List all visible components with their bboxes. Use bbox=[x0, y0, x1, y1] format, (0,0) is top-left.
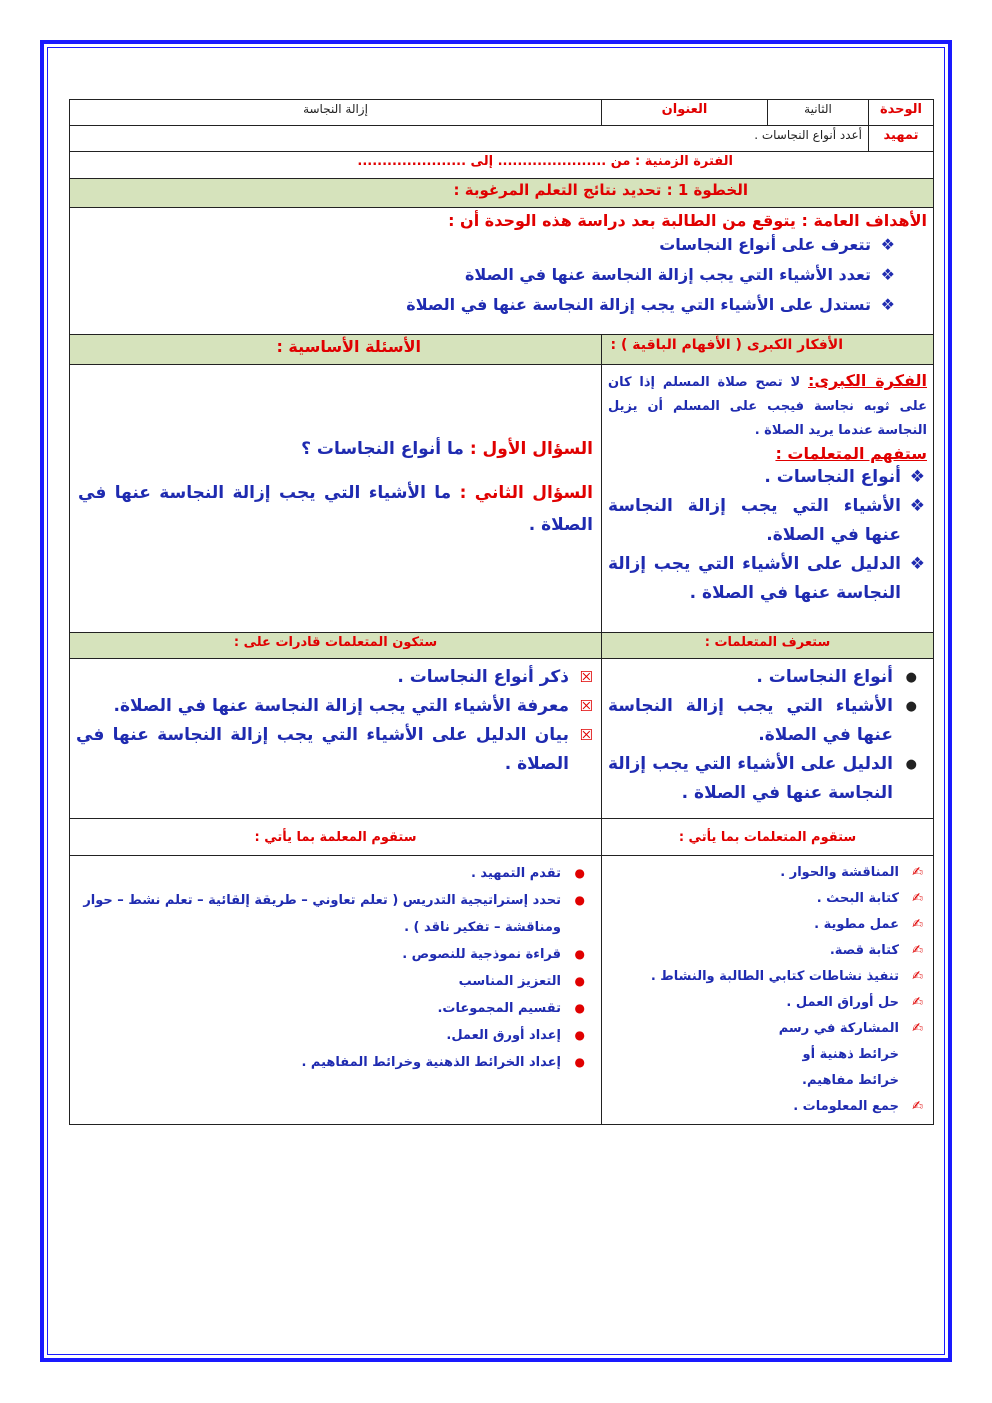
list-item: ❖ أنواع النجاسات . bbox=[608, 463, 927, 492]
activities-header-row bbox=[70, 819, 934, 856]
goals-list bbox=[76, 230, 927, 320]
questions-header: الأسئلة الأساسية : bbox=[70, 335, 602, 365]
lesson-plan-table bbox=[69, 99, 934, 1125]
pen-icon: ✍ bbox=[912, 969, 923, 984]
bullet-icon: ● bbox=[574, 1001, 585, 1015]
list-item: ● إعداد أورق العمل. bbox=[76, 1022, 587, 1049]
pen-icon: ✍ bbox=[912, 943, 923, 958]
teacher-list bbox=[76, 860, 595, 1076]
able-header: ستكون المتعلمات قادرات على : bbox=[70, 633, 602, 659]
period-text: الفترة الزمنية : من ...................... إلى ...................... bbox=[70, 152, 934, 179]
ideas-body-row bbox=[70, 365, 934, 633]
list-item: ☒ معرفة الأشياء التي يجب إزالة النجاسة عنها في الصلاة. bbox=[76, 692, 595, 721]
unit-label: الوحدة bbox=[869, 100, 934, 126]
header-row bbox=[70, 100, 934, 126]
question-1: السؤال الأول : ما أنواع النجاسات ؟ bbox=[301, 439, 593, 459]
checkbox-x-icon: ☒ bbox=[579, 726, 593, 744]
knowledge-header-row bbox=[70, 633, 934, 659]
teacher-cell bbox=[70, 856, 602, 1125]
list-item: ❖ تستدل على الأشياء التي يجب إزالة النجاسة عنها في الصلاة bbox=[76, 290, 897, 320]
questions-cell bbox=[70, 365, 602, 633]
intro-value: أعدد أنواع النجاسات . bbox=[70, 126, 869, 152]
list-item: ✍ المشاركة في رسم خرائط ذهنية أو خرائط مفاهيم. bbox=[608, 1016, 925, 1094]
big-ideas-cell bbox=[602, 365, 934, 633]
step1-title: الخطوة 1 : تحديد نتائج التعلم المرغوبة : bbox=[70, 179, 934, 208]
know-cell bbox=[602, 659, 934, 819]
understand-label: ستفهم المتعلمات : bbox=[775, 444, 927, 463]
intro-label: تمهيد bbox=[869, 126, 934, 152]
diamond-icon: ❖ bbox=[880, 265, 895, 284]
big-idea-text: لا تصح صلاة المسلم إذا كان على ثوبه نجاسة فيجب على المسلم أن يزيل النجاسة عندما يريد الصلاة . bbox=[608, 375, 927, 438]
pen-icon: ✍ bbox=[912, 995, 923, 1010]
understand-list bbox=[608, 463, 927, 608]
title-label: العنوان bbox=[602, 100, 768, 126]
goals-row bbox=[70, 208, 934, 335]
pen-icon: ✍ bbox=[912, 1099, 923, 1114]
checkbox-x-icon: ☒ bbox=[579, 668, 593, 686]
students-cell bbox=[602, 856, 934, 1125]
students-header: ستقوم المتعلمات بما يأتي : bbox=[602, 819, 934, 856]
question-2: السؤال الثاني : ما الأشياء التي يجب إزالة النجاسة عنها في الصلاة . bbox=[78, 483, 593, 535]
list-item: ❖ الدليل على الأشياء التي يجب إزالة النجاسة عنها في الصلاة . bbox=[608, 550, 927, 608]
bullet-icon: ● bbox=[905, 670, 917, 685]
ideas-header-row bbox=[70, 335, 934, 365]
list-item: ● الأشياء التي يجب إزالة النجاسة عنها في الصلاة. bbox=[608, 692, 919, 750]
checkbox-x-icon: ☒ bbox=[579, 697, 593, 715]
title-value: إزالة النجاسة bbox=[70, 100, 602, 126]
bullet-icon: ● bbox=[574, 866, 585, 880]
list-item: ❖ تعدد الأشياء التي يجب إزالة النجاسة عنها في الصلاة bbox=[76, 260, 897, 290]
bullet-icon: ● bbox=[574, 974, 585, 988]
bullet-icon: ● bbox=[574, 1055, 585, 1069]
list-item: ✍ حل أوراق العمل . bbox=[608, 990, 925, 1016]
bullet-icon: ● bbox=[574, 1028, 585, 1042]
list-item: ✍ كتابة البحث . bbox=[608, 886, 925, 912]
know-header: ستعرف المتعلمات : bbox=[602, 633, 934, 659]
diamond-icon: ❖ bbox=[909, 496, 925, 516]
intro-row bbox=[70, 126, 934, 152]
unit-value: الثانية bbox=[768, 100, 869, 126]
goals-heading: الأهداف العامة : يتوقع من الطالبة بعد دراسة هذه الوحدة أن : bbox=[448, 211, 927, 230]
list-item: ● الدليل على الأشياء التي يجب إزالة النجاسة عنها في الصلاة . bbox=[608, 750, 919, 808]
list-item: ❖ الأشياء التي يجب إزالة النجاسة عنها في الصلاة. bbox=[608, 492, 927, 550]
list-item: ● تقسيم المجموعات. bbox=[76, 995, 587, 1022]
able-cell bbox=[70, 659, 602, 819]
list-item: ● إعداد الخرائط الذهنية وخرائط المفاهيم . bbox=[76, 1049, 587, 1076]
students-list bbox=[608, 860, 927, 1120]
bullet-icon: ● bbox=[905, 757, 917, 772]
list-item: ✍ تنفيذ نشاطات كتابي الطالبة والنشاط . bbox=[608, 964, 925, 990]
list-item: ❖ تتعرف على أنواع النجاسات bbox=[76, 230, 897, 260]
knowledge-body-row bbox=[70, 659, 934, 819]
list-item: ✍ المناقشة والحوار . bbox=[608, 860, 925, 886]
period-row bbox=[70, 152, 934, 179]
big-idea-label: الفكرة الكبرى: bbox=[808, 371, 928, 390]
bullet-icon: ● bbox=[574, 947, 585, 961]
pen-icon: ✍ bbox=[912, 1021, 923, 1036]
teacher-header: ستقوم المعلمة بما يأتي : bbox=[70, 819, 602, 856]
diamond-icon: ❖ bbox=[909, 554, 925, 574]
list-item: ✍ جمع المعلومات . bbox=[608, 1094, 925, 1120]
big-ideas-header: الأفكار الكبرى ( الأفهام الباقية ) : bbox=[602, 335, 934, 365]
list-item: ✍ عمل مطوية . bbox=[608, 912, 925, 938]
diamond-icon: ❖ bbox=[909, 467, 925, 487]
able-list bbox=[76, 663, 595, 779]
know-list bbox=[608, 663, 927, 808]
step1-row bbox=[70, 179, 934, 208]
pen-icon: ✍ bbox=[912, 865, 923, 880]
list-item: ● التعزيز المناسب bbox=[76, 968, 587, 995]
pen-icon: ✍ bbox=[912, 891, 923, 906]
q2-label: السؤال الثاني : bbox=[459, 483, 593, 503]
list-item: ● تقدم التمهيد . bbox=[76, 860, 587, 887]
list-item: ☒ بيان الدليل على الأشياء التي يجب إزالة النجاسة عنها في الصلاة . bbox=[76, 721, 595, 779]
big-idea-paragraph bbox=[608, 369, 927, 442]
diamond-icon: ❖ bbox=[880, 235, 895, 254]
activities-body-row bbox=[70, 856, 934, 1125]
bullet-icon: ● bbox=[574, 893, 585, 907]
bullet-icon: ● bbox=[905, 699, 917, 714]
list-item: ● تحدد إستراتيجية التدريس ( تعلم تعاوني – طريقة إلقائية – تعلم نشط – حوار ومناقشة – تفكير ناقد ) . bbox=[76, 887, 587, 941]
list-item: ☒ ذكر أنواع النجاسات . bbox=[76, 663, 595, 692]
goals-cell bbox=[70, 208, 934, 335]
list-item: ● أنواع النجاسات . bbox=[608, 663, 919, 692]
list-item: ✍ كتابة قصة. bbox=[608, 938, 925, 964]
pen-icon: ✍ bbox=[912, 917, 923, 932]
q1-label: السؤال الأول : bbox=[469, 439, 593, 459]
list-item: ● قراءة نموذجية للنصوص . bbox=[76, 941, 587, 968]
diamond-icon: ❖ bbox=[880, 295, 895, 314]
